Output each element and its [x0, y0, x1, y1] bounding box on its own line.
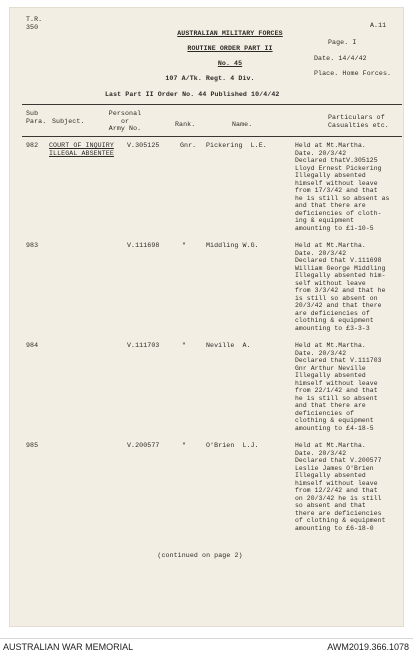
- entry-rank: ": [182, 342, 187, 349]
- entry-rank: Gnr.: [180, 142, 197, 149]
- unit-name: 107 A/Tk. Regt. 4 Div.: [165, 75, 255, 82]
- entry-particulars: Held at Mt.Martha. Date. 20/3/42 Declared that V.200577 Leslie James O'Brien Illegally absented himself without leave from 12/2/42 and that on 20/3/42 he is still so absent and that there are deficiencies of clothing & equipment amounting to £6-18-0: [295, 442, 386, 532]
- entry-para: 984: [26, 342, 39, 349]
- col-subject: Subject.: [52, 118, 85, 125]
- col-personal-no: Personal or Army No.: [108, 110, 142, 133]
- entry-number: V.305125: [127, 142, 160, 149]
- col-sub-para: Sub Para.: [26, 110, 47, 125]
- archive-footer: [0, 638, 413, 653]
- entry-subject: COURT OF INQUIRY ILLEGAL ABSENTEE: [49, 142, 114, 157]
- footer-catalogue-id: AWM2019.366.1078: [327, 642, 409, 652]
- header-rule: [22, 104, 402, 105]
- entry-name: Pickering L.E.: [206, 142, 267, 149]
- entry-particulars: Held at Mt.Martha. Date. 20/3/42 Declared that V.111703 Gnr Arthur Neville Illegally absented himself without leave from 22/1/42 and that he is still so absent and that there are deficiencies of clothing & equipment amounting to £4-18-5: [295, 342, 382, 432]
- entry-rank: ": [182, 242, 187, 249]
- last-order-line: Last Part II Order No. 44 Published 10/4/42: [105, 91, 280, 98]
- column-header-rule: [22, 136, 402, 137]
- entry-particulars: Held at Mt.Martha. Date. 20/3/42 Declared thatV.305125 Lloyd Ernest Pickering Illegally absented himself without leave from 17/3/42 and that he is still so absent as and that there are deficiencies of cloth- ing & equipment amounting to £1-10-5: [295, 142, 390, 232]
- order-place: Place. Home Forces.: [314, 70, 392, 77]
- continued-note: (continued on page 2): [157, 552, 243, 559]
- col-rank: Rank.: [175, 121, 196, 128]
- order-number: No. 45: [217, 60, 243, 67]
- entry-para: 983: [26, 242, 39, 249]
- footer-source: AUSTRALIAN WAR MEMORIAL: [3, 642, 134, 652]
- entry-number: V.111698: [127, 242, 160, 249]
- entry-number: V.200577: [127, 442, 160, 449]
- page-reference: A.11: [370, 22, 387, 29]
- order-date: Date. 14/4/42: [314, 55, 367, 62]
- entry-number: V.111703: [127, 342, 160, 349]
- entry-rank: ": [182, 442, 187, 449]
- page-number: Page. I: [328, 39, 357, 46]
- entry-particulars: Held at Mt.Martha. Date. 20/3/42 Declared that V.111698 William George Middling Illegally absented him- self without leave from 3/3/42 and that he is still so absent on 20/3/42 and that there are deficiencies of clothing & equipment amounting to £3-3-3: [295, 242, 386, 332]
- col-particulars: Particulars of Casualties etc.: [328, 114, 389, 129]
- entry-para: 985: [26, 442, 39, 449]
- organisation-title: AUSTRALIAN MILITARY FORCES: [177, 30, 283, 37]
- col-name: Name.: [232, 121, 253, 128]
- tr-reference: T.R. 350: [26, 16, 43, 31]
- entry-name: O'Brien L.J.: [206, 442, 259, 449]
- document-page: [10, 8, 403, 626]
- entry-name: Middling W.G.: [206, 242, 259, 249]
- entry-para: 982: [26, 142, 39, 149]
- order-type: ROUTINE ORDER PART II: [187, 45, 273, 52]
- entry-name: Neville A.: [206, 342, 251, 349]
